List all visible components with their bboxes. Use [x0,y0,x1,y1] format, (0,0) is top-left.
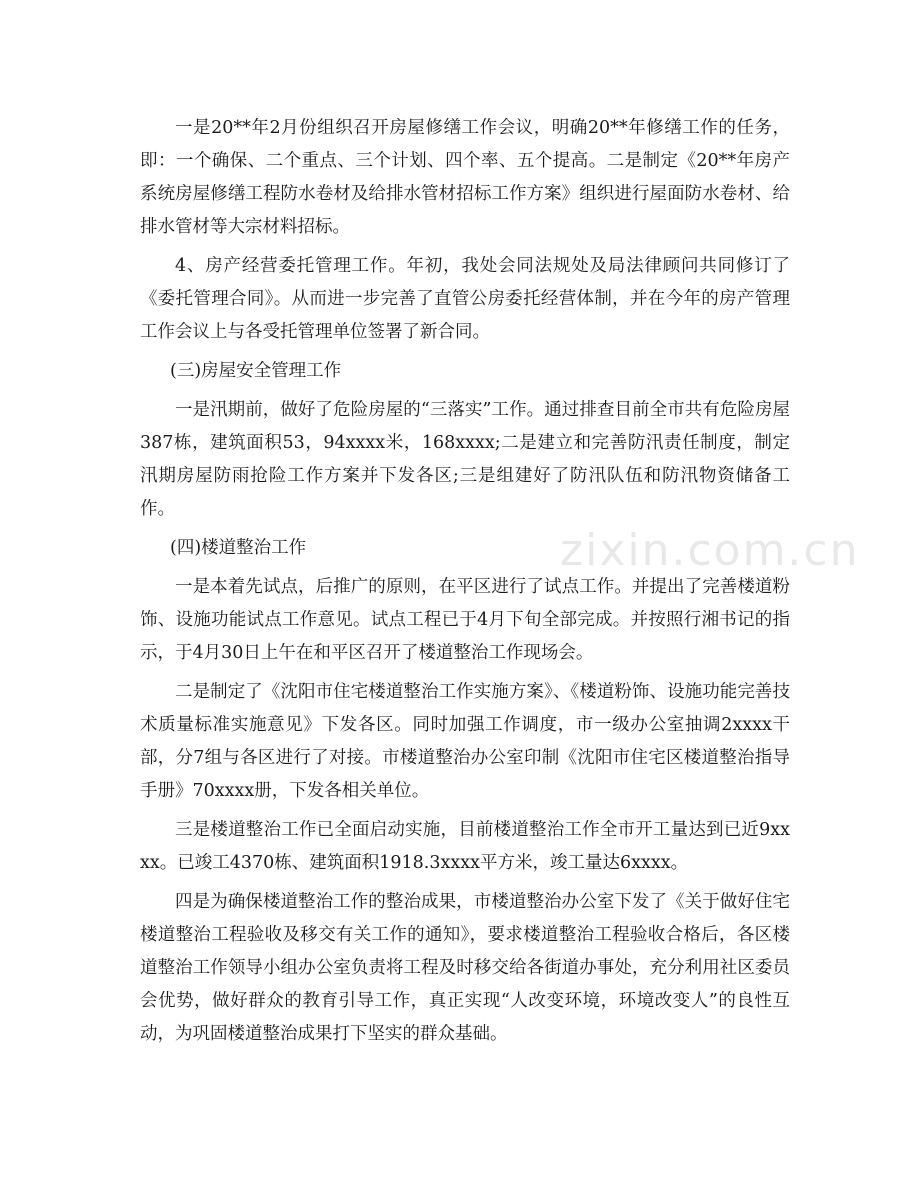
paragraph-flood-season: 一是汛期前，做好了危险房屋的“三落实”工作。通过排查目前全市共有危险房屋387栋，建筑面积53，94xxxx米，168xxxx;二是建立和完善防汛责任制度，制定汛期房屋防雨抢险工作方案并下发各区;三是组建好了防汛队伍和防汛物资储备工作。 [140,400,790,519]
paragraph-acceptance-handover: 四是为确保楼道整治工作的整治成果，市楼道整治办公室下发了《关于做好住宅楼道整治工程验收及移交有关工作的通知》，要求楼道整治工程验收合格后，各区楼道整治工作领导小组办公室负责将工程及时移交给各街道办事处，充分利用社区委员会优势，做好群众的教育引导工作，真正实现“人改变环境，环境改变人”的良性互动，为巩固楼道整治成果打下坚实的群众基础。 [140,892,790,1044]
paragraph-repair-meeting: 一是20**年2月份组织召开房屋修缮工作会议，明确20**年修缮工作的任务，即：一个确保、二个重点、三个计划、四个率、五个提高。二是制定《20**年房产系统房屋修缮工程防水卷材及给排水管材招标工作方案》组织进行屋面防水卷材、给排水管材等大宗材料招标。 [140,118,790,237]
section-heading-corridor-renovation: (四)楼道整治工作 [170,538,307,558]
paragraph-entrusted-management: 4、房产经营委托管理工作。年初，我处会同法规处及局法律顾问共同修订了《委托管理合同》。从而进一步完善了直管公房委托经营体制，并在今年的房产管理工作会议上与各受托管理单位签署了新合同。 [140,256,790,342]
watermark-text: zixin.com.cn [560,525,860,576]
section-heading-housing-safety: (三)房屋安全管理工作 [170,361,342,381]
paragraph-progress: 三是楼道整治工作已全面启动实施，目前楼道整治工作全市开工量达到已近9xxxx。已竣工4370栋、建筑面积1918.3xxxx平方米，竣工量达6xxxx。 [140,820,790,873]
document-body [140,112,790,1057]
paragraph-implementation-plan: 二是制定了《沈阳市住宅楼道整治工作实施方案》、《楼道粉饰、设施功能完善技术质量标准实施意见》下发各区。同时加强工作调度，市一级办公室抽调2xxxx干部，分7组与各区进行了对接。市楼道整治办公室印制《沈阳市住宅区楼道整治指导手册》70xxxx册，下发各相关单位。 [140,682,790,801]
paragraph-pilot-work: 一是本着先试点，后推广的原则，在平区进行了试点工作。并提出了完善楼道粉饰、设施功能试点工作意见。试点工程已于4月下旬全部完成。并按照行湘书记的指示，于4月30日上午在和平区召开了楼道整治工作现场会。 [140,577,790,663]
